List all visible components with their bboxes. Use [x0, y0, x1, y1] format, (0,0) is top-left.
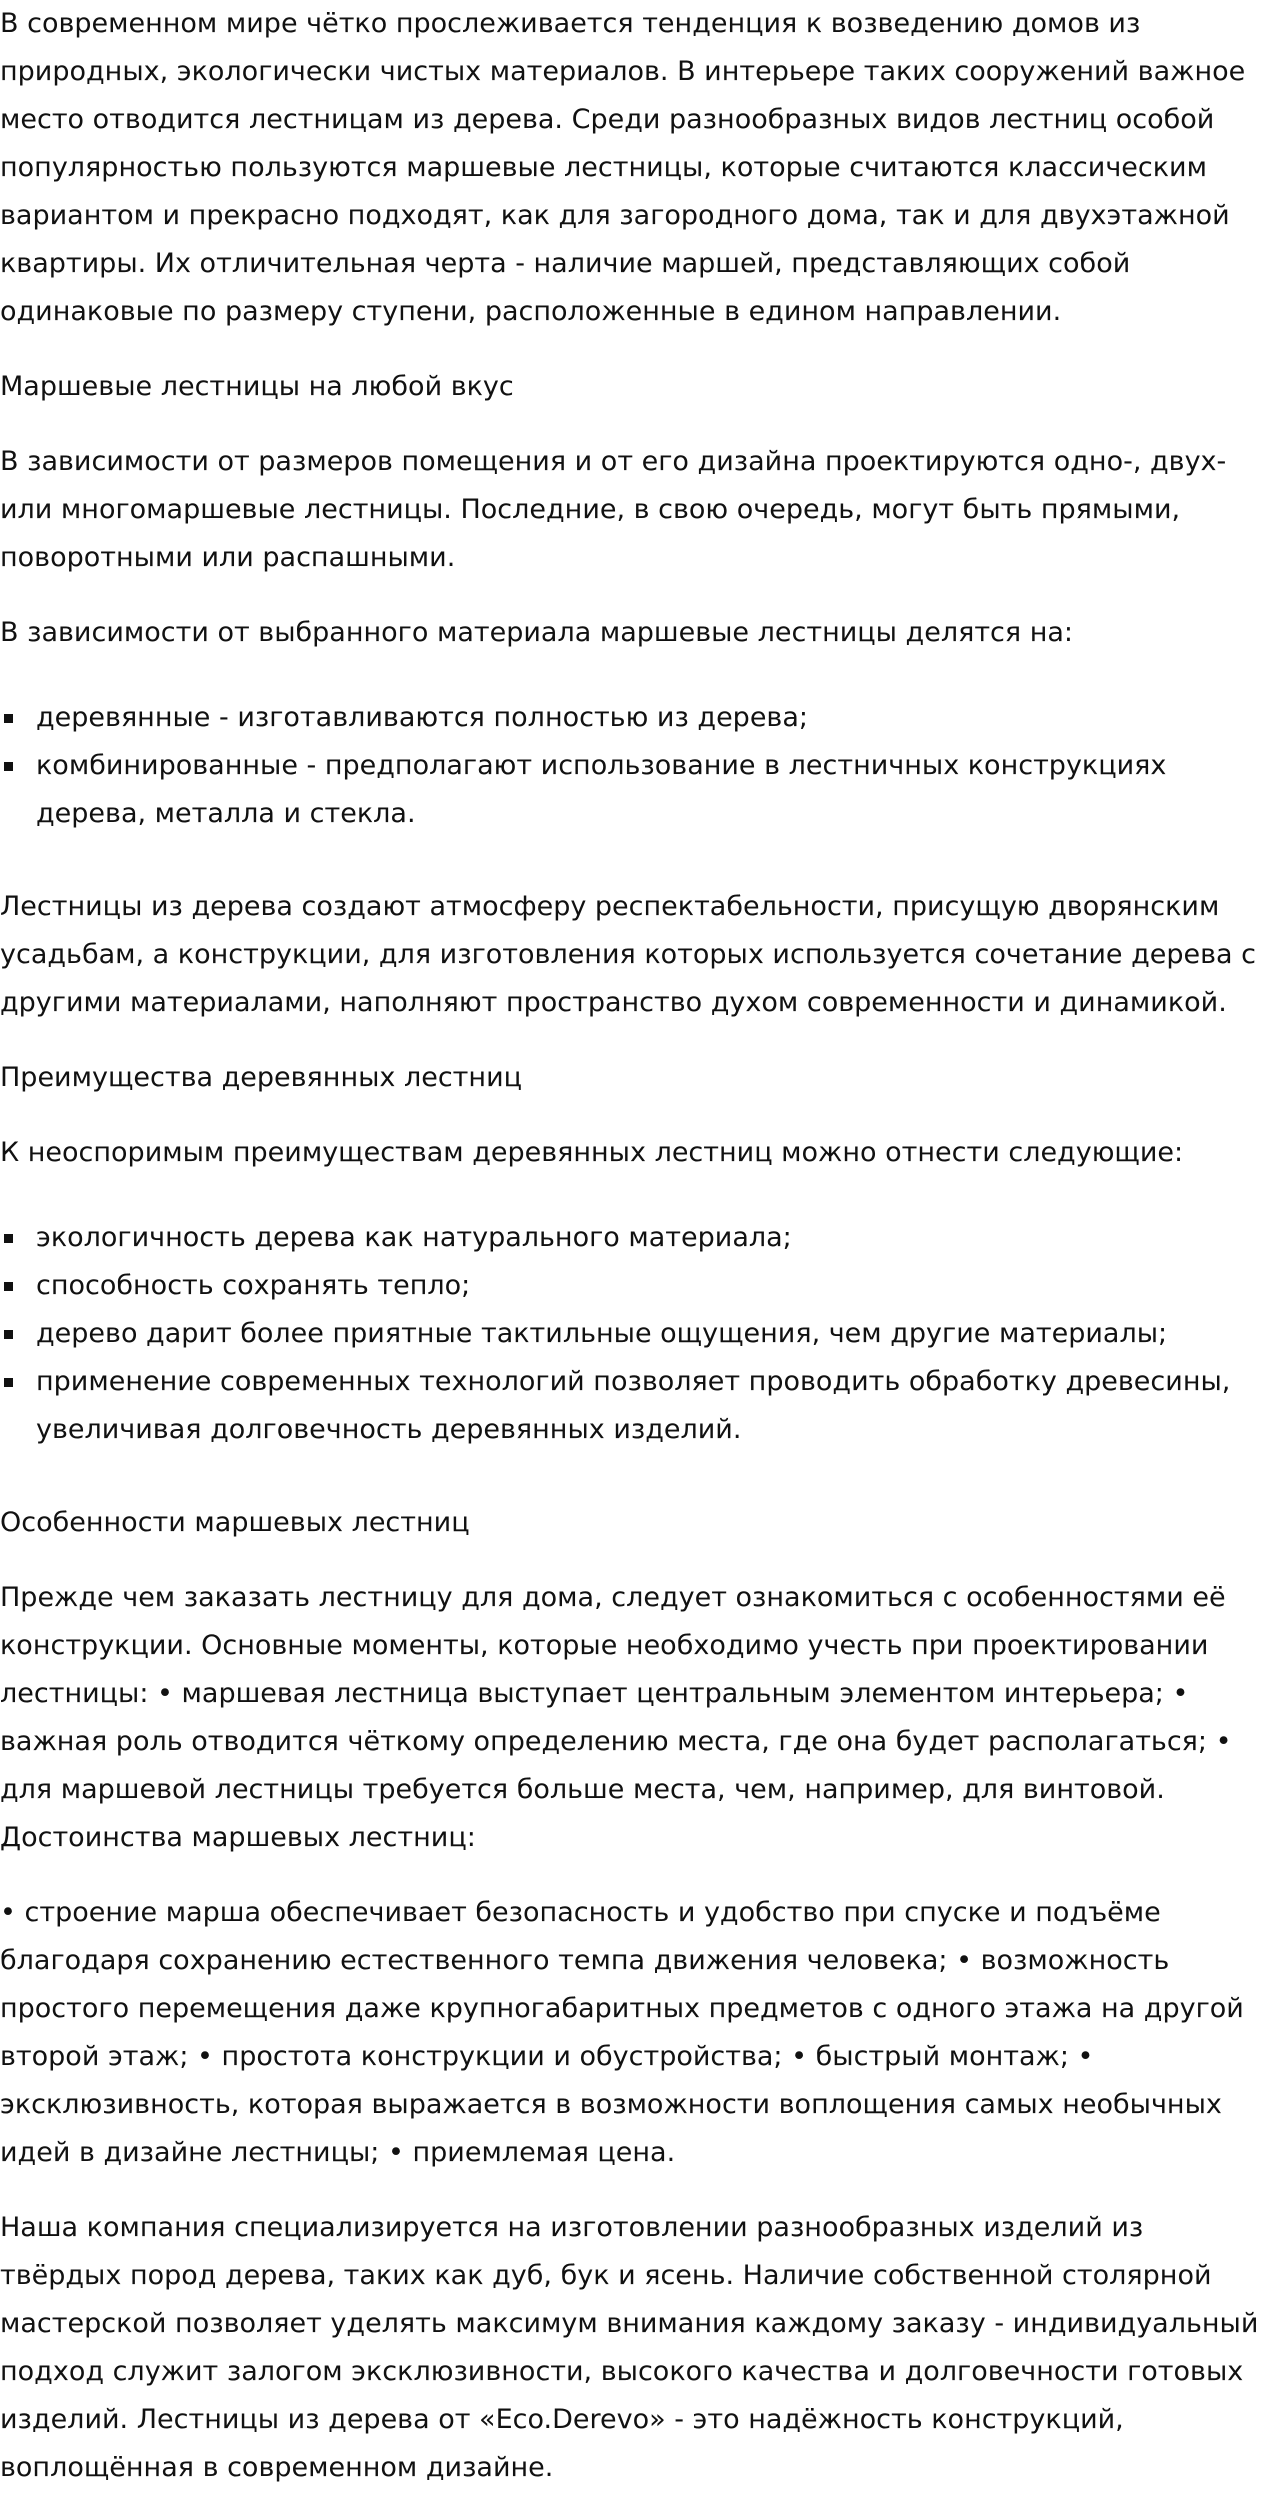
paragraph-atmosphere: Лестницы из дерева создают атмосферу респектабельности, присущую дворянским усадьбам, а конструкции, для изготовления которых используется сочетание дерева с другими материалами, наполняют пространство духом современности и динамикой.	[0, 891, 1257, 1018]
section-heading-advantages: Преимущества деревянных лестниц	[0, 1062, 522, 1093]
list-item: дерево дарит более приятные тактильные ощущения, чем другие материалы;	[36, 1310, 1270, 1358]
paragraph-stair-types: В зависимости от размеров помещения и от его дизайна проектируются одно-, двух- или многомаршевые лестницы. Последние, в свою очередь, могут быть прямыми, поворотными или распашными.	[0, 446, 1227, 573]
advantages-list	[0, 1214, 1270, 1454]
material-list	[0, 694, 1270, 838]
paragraph-features: Прежде чем заказать лестницу для дома, следует ознакомиться с особенностями её конструкции. Основные моменты, которые необходимо учесть при проектировании лестницы: • маршевая лестница выступает центральным элементом интерьера; • важная роль отводится чёткому определению места, где она будет располагаться; • для маршевой лестницы требуется больше места, чем, например, для винтовой. Достоинства маршевых лестниц:	[0, 1582, 1232, 1853]
paragraph-advantages-intro: К неоспоримым преимуществам деревянных лестниц можно отнести следующие:	[0, 1137, 1184, 1168]
section-heading-flight-stairs: Маршевые лестницы на любой вкус	[0, 371, 514, 402]
paragraph-material-intro: В зависимости от выбранного материала маршевые лестницы делятся на:	[0, 617, 1074, 648]
list-item: комбинированные - предполагают использование в лестничных конструкциях дерева, металла и стекла.	[36, 742, 1270, 838]
paragraph-company: Наша компания специализируется на изготовлении разнообразных изделий из твёрдых пород дерева, таких как дуб, бук и ясень. Наличие собственной столярной мастерской позволяет уделять максимум внимания каждому заказу - индивидуальный подход служит залогом эксклюзивности, высокого качества и долговечности готовых изделий. Лестницы из дерева от «Eco.Derevo» - это надёжность конструкций, воплощённая в современном дизайне.	[0, 2212, 1259, 2483]
section-heading-features: Особенности маршевых лестниц	[0, 1507, 470, 1538]
intro-paragraph: В современном мире чётко прослеживается тенденция к возведению домов из природных, экологически чистых материалов. В интерьере таких сооружений важное место отводится лестницам из дерева. Среди разнообразных видов лестниц особой популярностью пользуются маршевые лестницы, которые считаются классическим вариантом и прекрасно подходят, как для загородного дома, так и для двухэтажной квартиры. Их отличительная черта - наличие маршей, представляющих собой одинаковые по размеру ступени, расположенные в едином направлении.	[0, 8, 1246, 327]
list-item: экологичность дерева как натурального материала;	[36, 1214, 1270, 1262]
list-item: деревянные - изготавливаются полностью из дерева;	[36, 694, 1270, 742]
list-item: применение современных технологий позволяет проводить обработку древесины, увеличивая долговечность деревянных изделий.	[36, 1358, 1270, 1454]
list-item: способность сохранять тепло;	[36, 1262, 1270, 1310]
paragraph-benefits: • строение марша обеспечивает безопасность и удобство при спуске и подъёме благодаря сохранению естественного темпа движения человека; • возможность простого перемещения даже крупногабаритных предметов с одного этажа на другой второй этаж; • простота конструкции и обустройства; • быстрый монтаж; • эксклюзивность, которая выражается в возможности воплощения самых необычных идей в дизайне лестницы; • приемлемая цена.	[0, 1897, 1244, 2168]
